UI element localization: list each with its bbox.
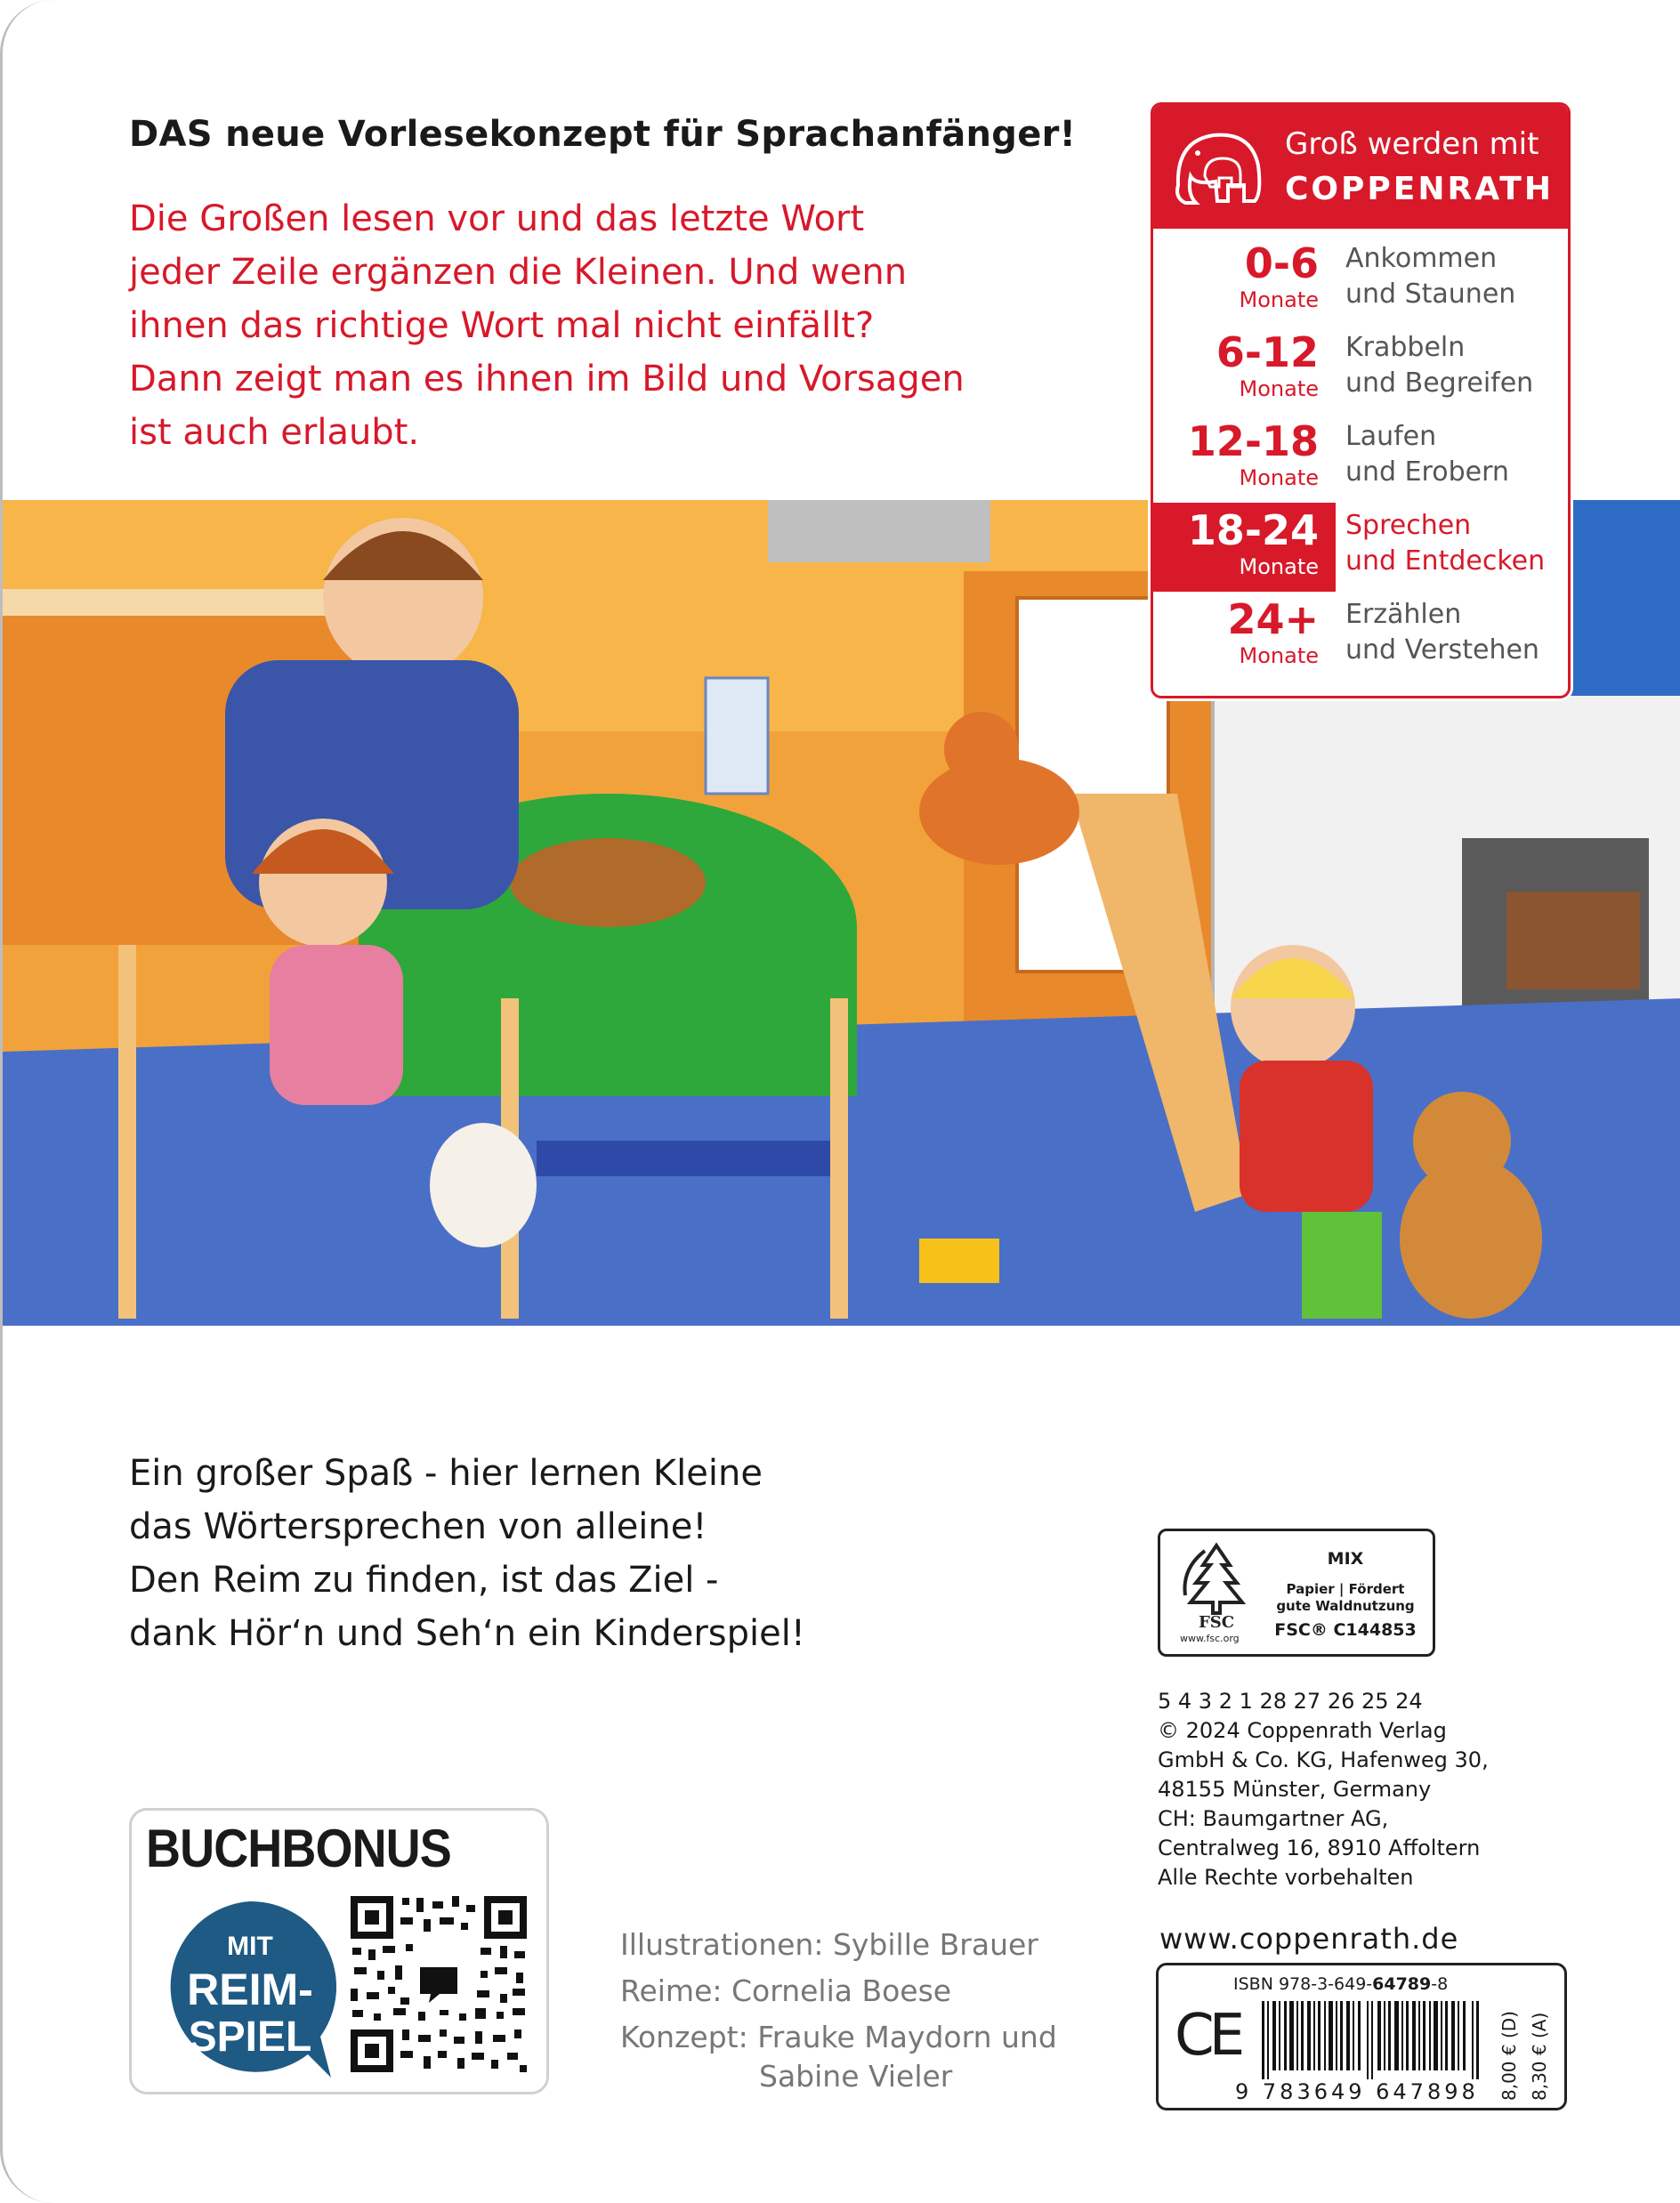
credits <box>620 1922 1057 2100</box>
age-desc-1: Ankommen <box>1345 243 1498 274</box>
age-unit: Monate <box>1239 376 1319 401</box>
credit-illustrations: Illustrationen: Sybille Brauer <box>620 1927 1038 1962</box>
age-range: 24+ <box>1227 595 1319 643</box>
publisher-website: www.coppenrath.de <box>1159 1922 1459 1956</box>
barcode-digits: 9 783649 647898 <box>1235 2079 1479 2104</box>
intro-line: Dann zeigt man es ihnen im Bild und Vorsagen <box>129 359 965 399</box>
barcode-icon <box>1262 2001 1484 2079</box>
credit-concept: Konzept: Frauke Maydorn und <box>620 2020 1057 2054</box>
age-range: 18-24 <box>1187 506 1319 554</box>
rhyme-line: das Wörtersprechen von alleine! <box>129 1506 707 1547</box>
imprint-line: © 2024 Coppenrath Verlag <box>1158 1718 1447 1743</box>
rhyme-line: dank Hör‘n und Seh‘n ein Kinderspiel! <box>129 1613 805 1654</box>
age-unit: Monate <box>1239 554 1319 579</box>
rhyme-line: Den Reim zu finden, ist das Ziel - <box>129 1560 719 1601</box>
rhyme-text <box>129 1447 805 1660</box>
price-de: 8,00 € (D) <box>1498 2011 1520 2101</box>
bonus-line1: MIT <box>227 1932 273 1961</box>
fsc-url: www.fsc.org <box>1180 1633 1240 1644</box>
age-desc-1: Sprechen <box>1345 510 1472 541</box>
intro-line: Die Großen lesen vor und das letzte Wort <box>129 198 865 239</box>
age-row-active <box>1153 503 1568 592</box>
intro-line: jeder Zeile ergänzen die Kleinen. Und wenn <box>129 252 908 293</box>
speech-bubble-icon <box>157 1894 343 2090</box>
headline: DAS neue Vorlesekonzept für Sprachanfänger! <box>129 114 1077 155</box>
fsc-code: FSC® C144853 <box>1274 1620 1417 1640</box>
imprint-line: Centralweg 16, 8910 Affoltern <box>1158 1836 1481 1860</box>
age-desc-2: und Staunen <box>1345 278 1516 310</box>
elephant-logo-icon <box>1169 123 1272 212</box>
age-desc-2: und Begreifen <box>1345 367 1534 399</box>
age-unit: Monate <box>1239 643 1319 668</box>
intro-line: ist auch erlaubt. <box>129 412 420 453</box>
barcode-box <box>1156 1963 1567 2110</box>
age-range: 6-12 <box>1216 328 1319 376</box>
age-box-line1: Groß werden mit <box>1285 126 1539 162</box>
intro-text <box>129 192 1072 459</box>
intro-line: ihnen das richtige Wort mal nicht einfällt? <box>129 305 875 346</box>
age-row <box>1153 325 1568 414</box>
age-desc-2: und Verstehen <box>1345 634 1539 666</box>
rhyme-line: Ein großer Spaß - hier lernen Kleine <box>129 1453 763 1494</box>
imprint-line: Alle Rechte vorbehalten <box>1158 1865 1414 1890</box>
age-desc-2: und Erobern <box>1345 456 1509 488</box>
fsc-logo-text: FSC <box>1198 1613 1235 1631</box>
imprint-line: GmbH & Co. KG, Hafenweg 30, <box>1158 1747 1489 1772</box>
fsc-mix: MIX <box>1327 1549 1364 1569</box>
fsc-paper-line1: Papier | Fördert <box>1286 1581 1405 1597</box>
isbn <box>1233 1974 1448 1994</box>
qr-code-icon[interactable] <box>347 1892 530 2076</box>
age-range: 12-18 <box>1187 417 1319 465</box>
imprint-line: CH: Baumgartner AG, <box>1158 1806 1389 1831</box>
buchbonus-title: BUCHBONUS <box>146 1819 451 1878</box>
isbn-bold: 64789 <box>1372 1974 1432 1994</box>
credit-rhymes: Reime: Cornelia Boese <box>620 1973 952 2008</box>
fsc-paper-line2: gute Waldnutzung <box>1276 1598 1415 1614</box>
credit-concept-cont: Sabine Vieler <box>759 2059 953 2094</box>
bonus-line3: SPIEL <box>188 2013 312 2061</box>
age-row <box>1153 414 1568 503</box>
isbn-prefix: ISBN 978-3-649- <box>1233 1974 1373 1994</box>
age-desc-1: Laufen <box>1345 421 1437 452</box>
fsc-tree-icon <box>1178 1542 1255 1631</box>
age-unit: Monate <box>1239 465 1319 490</box>
imprint-line: 5 4 3 2 1 28 27 26 25 24 <box>1158 1689 1423 1714</box>
age-range: 0-6 <box>1244 239 1319 287</box>
imprint-line: 48155 Münster, Germany <box>1158 1777 1432 1802</box>
price-at: 8,30 € (A) <box>1529 2012 1550 2101</box>
buchbonus-box <box>129 1808 549 2094</box>
bonus-line2: REIM- <box>187 1965 313 2014</box>
age-row <box>1153 236 1568 325</box>
fsc-label <box>1158 1529 1435 1657</box>
age-desc-1: Erzählen <box>1345 599 1462 630</box>
fsc-paper-text <box>1265 1581 1426 1615</box>
age-box-header <box>1153 105 1568 229</box>
age-box-brand: COPPENRATH <box>1285 171 1554 207</box>
age-stage-box <box>1151 102 1571 698</box>
age-desc-2: und Entdecken <box>1345 545 1546 577</box>
age-unit: Monate <box>1239 287 1319 312</box>
age-row <box>1153 592 1568 681</box>
imprint <box>1158 1687 1489 1892</box>
price-info <box>1493 1990 1573 2106</box>
ce-mark: CE <box>1175 2003 1240 2069</box>
isbn-suffix: -8 <box>1431 1974 1449 1994</box>
age-desc-1: Krabbeln <box>1345 332 1466 363</box>
